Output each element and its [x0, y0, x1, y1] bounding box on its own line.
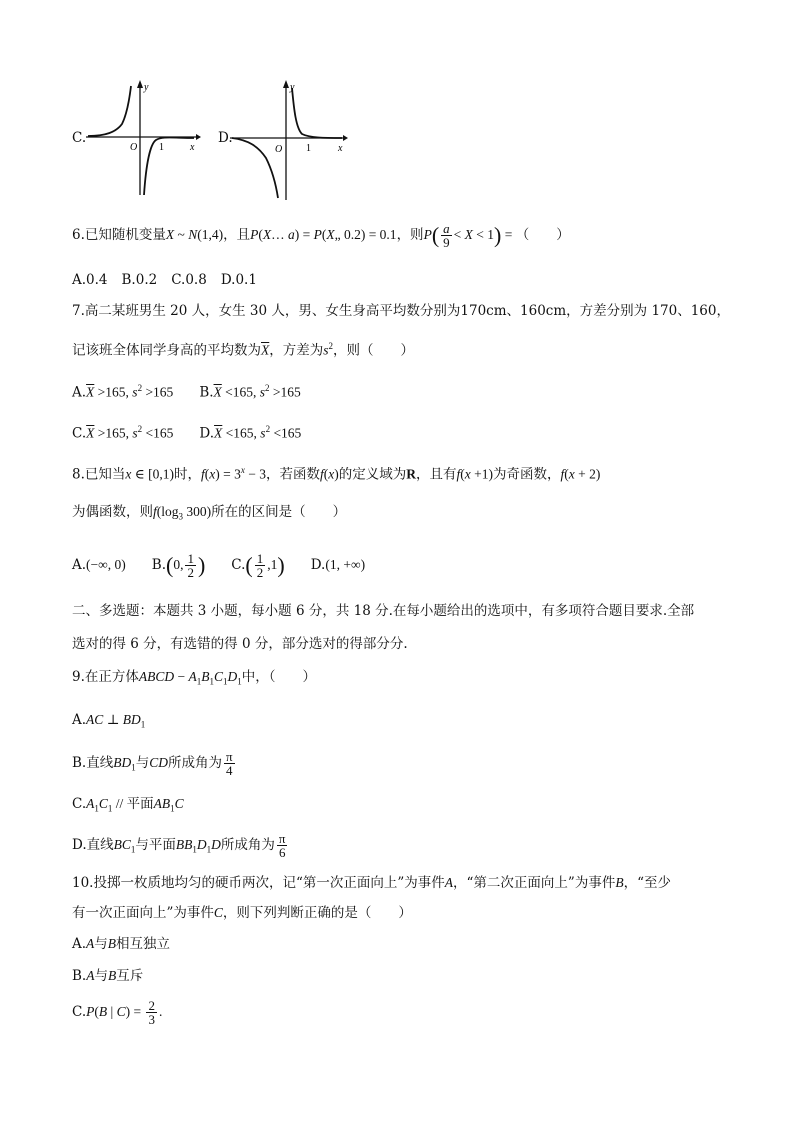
section-2-line2: 选对的得 6 分，有选错的得 0 分，部分选对的得部分分.	[72, 636, 408, 652]
graph-d-origin: O	[275, 144, 283, 155]
q6-option-c: C.0.8	[171, 272, 207, 288]
question-9-option-b: B.直线$BD_1$与CD所成角为 $\frac{\pi}{4}$	[72, 749, 233, 778]
graph-c-tick: 1	[159, 142, 164, 153]
graph-d-tick: 1	[306, 143, 311, 154]
graph-c-x-label: x	[190, 142, 195, 153]
question-7-options-cd: $C.\overline{X} >165$, $s^2 <165$ $D.\overline{X} <165$, $s^2 <165$	[72, 424, 302, 442]
question-7-options-ab: $A.\overline{X} >165$, $s^2 >165$ $B.\overline{X} <165$, $s^2 >165$	[72, 383, 301, 401]
graph-d-y-label: y	[290, 82, 295, 93]
q6-option-b: B.0.2	[121, 272, 158, 288]
question-7-line1: 7.高二某班男生 20 人，女生 30 人，男、女生身高平均数分别为170cm、160cm，方差分别为 170、160，	[72, 303, 730, 319]
question-9-option-a: A.AC ⊥ $BD_1$	[72, 712, 146, 730]
question-10-line2: 有一次正面向上”为事件C，则下列判断正确的是（ ）	[72, 905, 412, 921]
graph-c	[86, 80, 201, 195]
question-8-line1: 8.已知当x ∈ [0,1)时，$f(x) = 3^x - 3$，若函数f(x)的定义域为R，且有f(x +1)为奇函数，f(x + 2)	[72, 465, 601, 483]
question-7-line2: 记该班全体同学身高的平均数为$\overline{X}$，方差为$s^2$，则（ ）	[72, 341, 415, 359]
option-c-label: C.	[72, 130, 87, 146]
question-6: 6.已知随机变量X ~ N(1,4)，且P(X… a) = P(X„ 0.2) = 0.1，则P( $\frac{a}{9}$ < X < 1) = （ ）	[72, 221, 570, 250]
question-10-option-c: C.P(B | C) = $\frac{2}{3}$ .	[72, 998, 163, 1027]
question-10-line1: 10.投掷一枚质地均匀的硬币两次，记“第一次正面向上”为事件A，“第二次正面向上”为事件B，“至少	[72, 875, 671, 891]
option-d-label: D.	[218, 130, 233, 146]
q6-option-a: A.0.4	[72, 272, 108, 288]
question-10-option-a: A.A与B相互独立	[72, 936, 171, 952]
question-10-option-b: B.A与B互斥	[72, 968, 144, 984]
graph-d-x-label: x	[338, 143, 343, 154]
question-8-options: A.(−∞, 0) B.(0, $\frac{1}{2}$ ) C.( $\frac{1}{2}$ ,1) D.(1, +∞)	[72, 551, 366, 580]
question-9-option-d: D.直线$BC_1$与平面$BB_1D_1D$所成角为 $\frac{\pi}{6}$	[72, 831, 286, 860]
section-2-line1: 二、多选题：本题共 3 小题，每小题 6 分，共 18 分.在每小题给出的选项中，有多项符合题目要求.全部	[72, 603, 695, 619]
graph-d	[230, 80, 350, 200]
q6-option-d: D.0.1	[220, 272, 257, 288]
question-6-options	[72, 270, 257, 290]
graph-c-y-label: y	[144, 82, 149, 93]
question-8-line2: 为偶函数，则$f(\log_3$ 300)所在的区间是（ ）	[72, 504, 347, 522]
question-9-option-c: $C.A_1C_1$ // 平面$AB_1C$	[72, 796, 184, 814]
graph-c-origin: O	[130, 142, 138, 153]
question-9: 9.在正方体ABCD − $A_1B_1C_1D_1$中，（ ）	[72, 669, 317, 687]
